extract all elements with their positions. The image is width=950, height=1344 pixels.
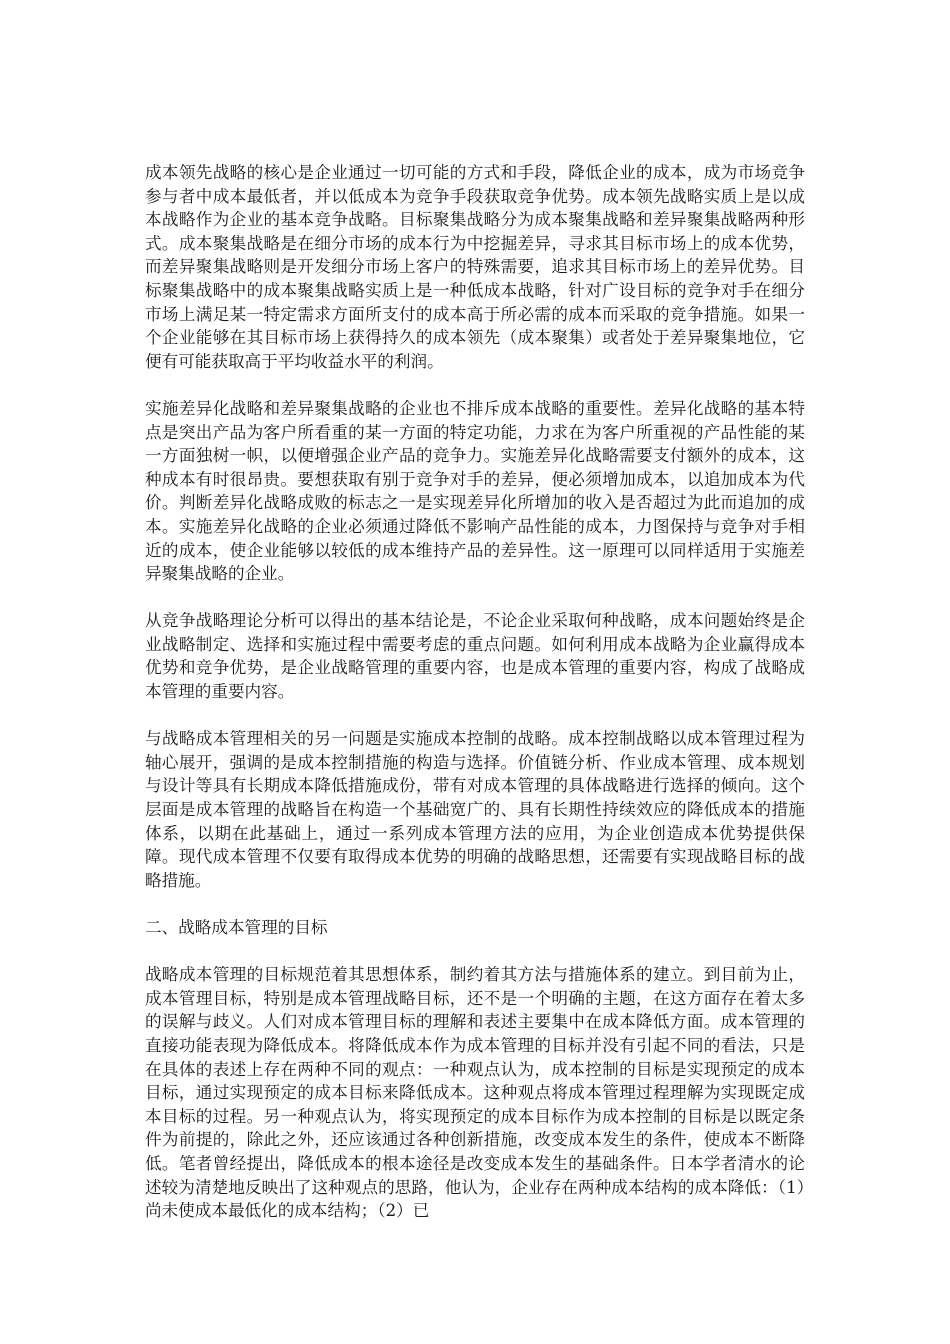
paragraph-cost-leadership: 成本领先战略的核心是企业通过一切可能的方式和手段，降低企业的成本，成为市场竞争参与者中成本最低者，并以低成本为竞争手段获取竞争优势。成本领先战略实质上是以成本战略作为企业的基本竞争战略。目标聚集战略分为成本聚集战略和差异聚集战略两种形式。成本聚集战略是在细分市场的成本行为中挖掘差异，寻求其目标市场上的成本优势，而差异聚集战略则是开发细分市场上客户的特殊需要，追求其目标市场上的差异优势。目标聚集战略中的成本聚集战略实质上是一种低成本战略，针对广设目标的竞争对手在细分市场上满足某一特定需求方面所支付的成本高于所必需的成本而采取的竞争措施。如果一个企业能够在其目标市场上获得持久的成本领先（成本聚集）或者处于差异聚集地位，它便有可能获取高于平均收益水平的利润。 [145,163,805,371]
paragraph-conclusion: 从竞争战略理论分析可以得出的基本结论是，不论企业采取何种战略，成本问题始终是企业战略制定、选择和实施过程中需要考虑的重点问题。如何利用成本战略为企业赢得成本优势和竞争优势，是企业战略管理的重要内容，也是成本管理的重要内容，构成了战略成本管理的重要内容。 [145,611,805,702]
paragraph-management-objectives: 战略成本管理的目标规范着其思想体系，制约着其方法与措施体系的建立。到目前为止，成本管理目标，特别是成本管理战略目标，还不是一个明确的主题，在这方面存在着太多的误解与歧义。人们对成本管理目标的理解和表述主要集中在成本降低方面。成本管理的直接功能表现为降低成本。将降低成本作为成本管理的目标并没有引起不同的看法，只是在具体的表述上存在两种不同的观点：一种观点认为，成本控制的目标是实现预定的成本目标，通过实现预定的成本目标来降低成本。这种观点将成本管理过程理解为实现既定成本目标的过程。另一种观点认为，将实现预定的成本目标作为成本控制的目标是以既定条件为前提的，除此之外，还应该通过各种创新措施，改变成本发生的条件，使成本不断降低。笔者曾经提出，降低成本的根本途径是改变成本发生的基础条件。日本学者清水的论述较为清楚地反映出了这种观点的思路，他认为，企业存在两种成本结构的成本降低：（1）尚未使成本最低化的成本结构；（2）已 [145,965,805,1221]
document-body [145,161,805,1246]
paragraph-differentiation: 实施差异化战略和差异聚集战略的企业也不排斥成本战略的重要性。差异化战略的基本特点是突出产品为客户所看重的某一方面的特定功能，力求在为客户所重视的产品性能的某一方面独树一帜，以便增强企业产品的竞争力。实施差异化战略需要支付额外的成本，这种成本有时很昂贵。要想获取有别于竞争对手的差异，便必须增加成本，以追加成本为代价。判断差异化战略成败的标志之一是实现差异化所增加的收入是否超过为此而追加的成本。实施差异化战略的企业必须通过降低不影响产品性能的成本，力图保持与竞争对手相近的成本，使企业能够以较低的成本维持产品的差异性。这一原理可以同样适用于实施差异聚集战略的企业。 [145,398,805,584]
paragraph-cost-control-strategy: 与战略成本管理相关的另一问题是实施成本控制的战略。成本控制战略以成本管理过程为轴心展开，强调的是成本控制措施的构造与选择。价值链分析、作业成本管理、成本规划与设计等具有长期成本降低措施成份，带有对成本管理的具体战略进行选择的倾向。这个层面是成本管理的战略旨在构造一个基础宽广的、具有长期性持续效应的降低成本的措施体系，以期在此基础上，通过一系列成本管理方法的应用，为企业创造成本优势提供保障。现代成本管理不仅要有取得成本优势的明确的战略思想，还需要有实现战略目标的战略措施。 [145,729,805,890]
section-heading: 二、战略成本管理的目标 [145,918,328,937]
